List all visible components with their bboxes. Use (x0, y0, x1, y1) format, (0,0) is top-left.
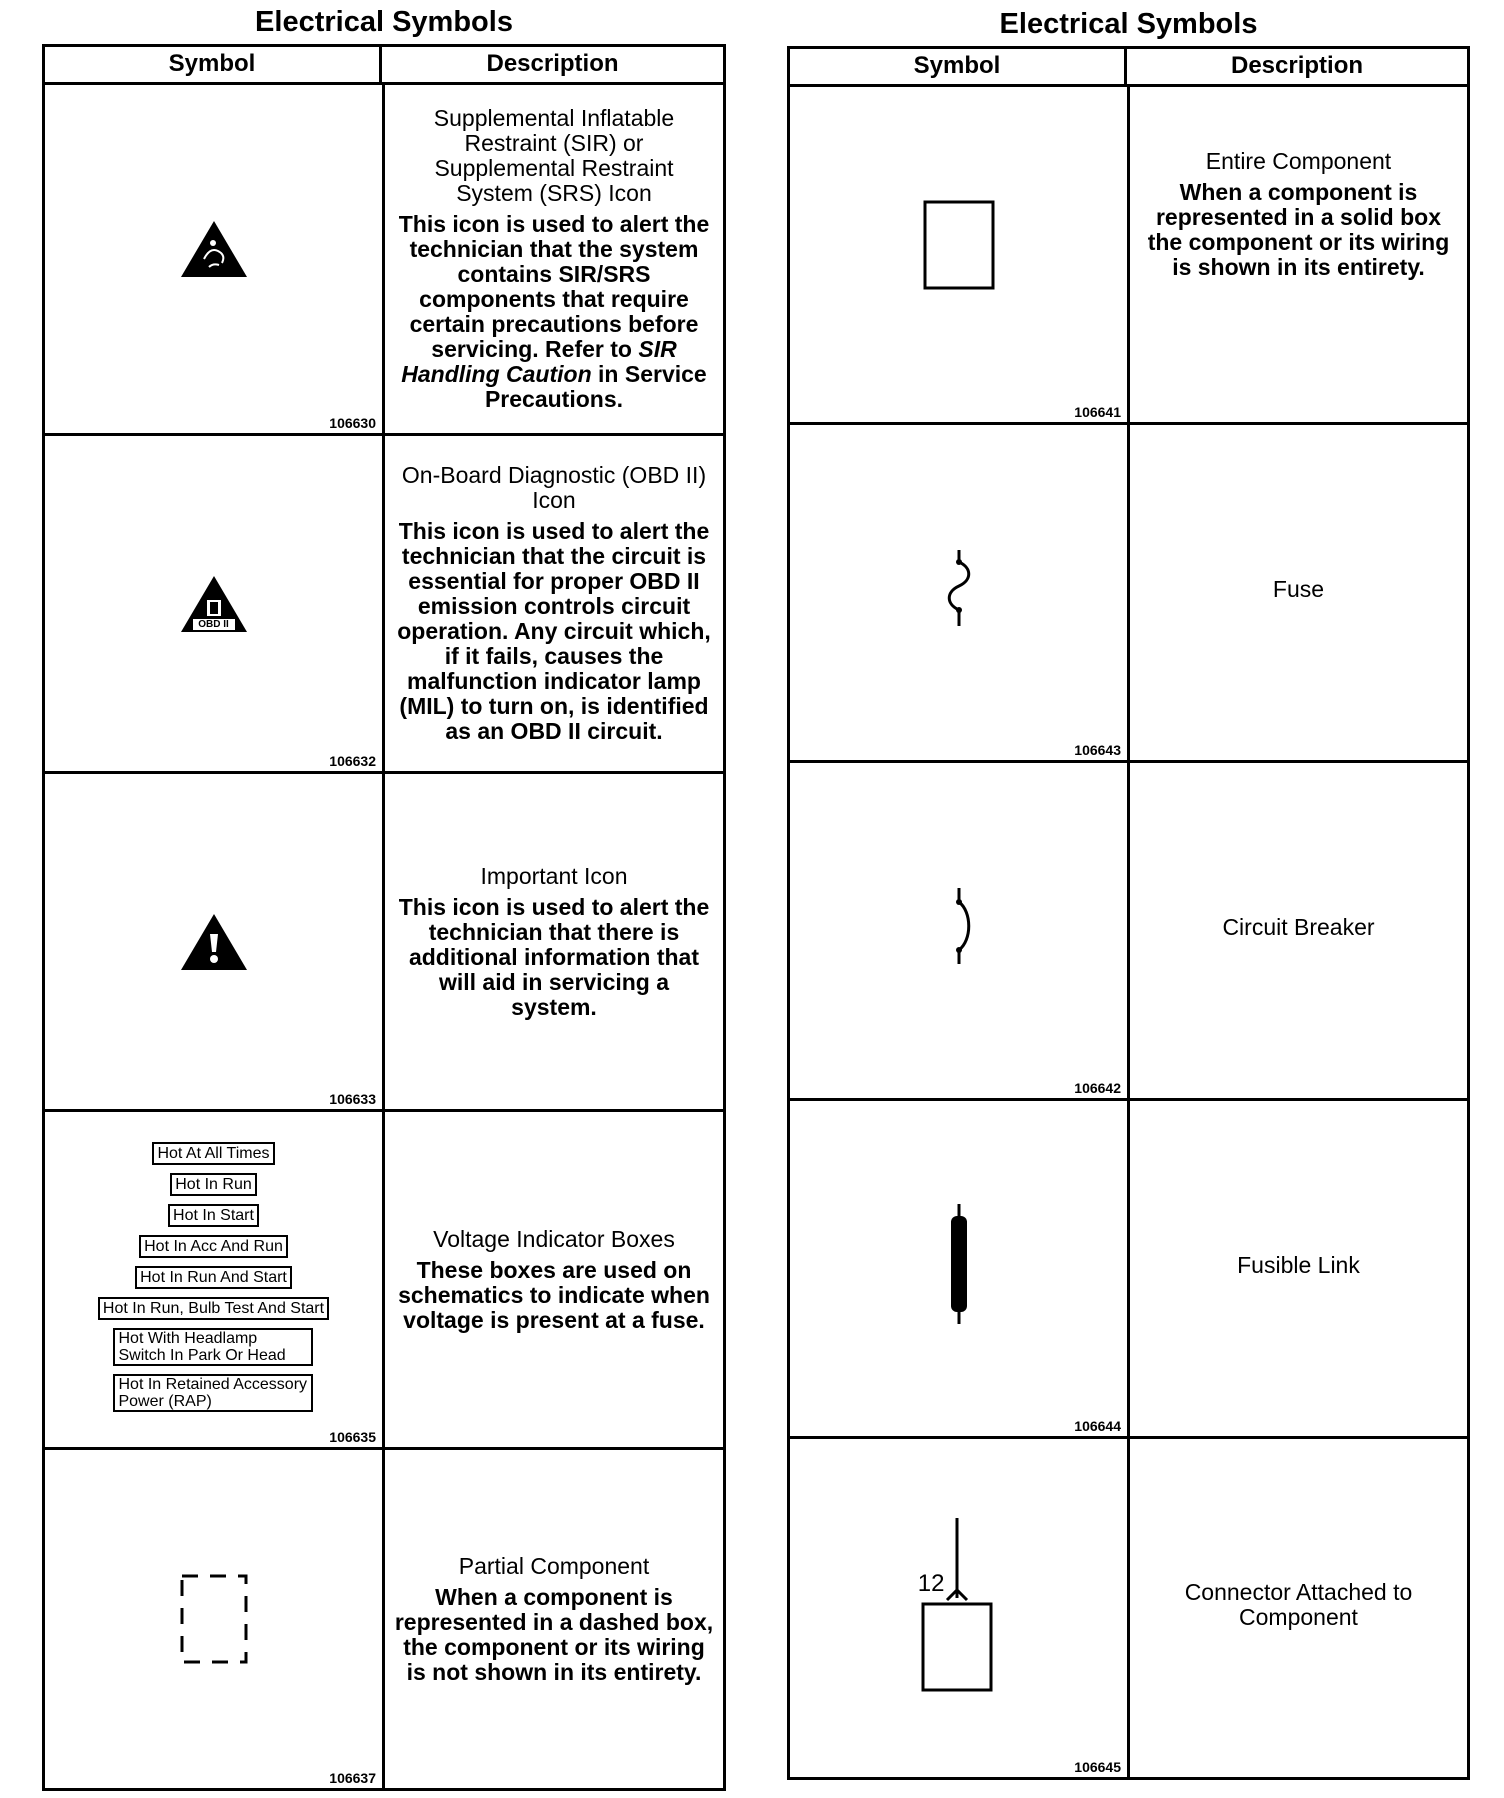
row-title: Entire Component (1205, 148, 1392, 174)
symbol-cell (45, 85, 385, 433)
left-table-grid (42, 44, 726, 1791)
description-cell (385, 436, 723, 771)
row-body: When a component is represented in a dashed box, the component or its wiring is not shown in its entirety. (394, 1583, 714, 1685)
row-title: Partial Component (458, 1552, 650, 1579)
symbol-cell (790, 425, 1130, 760)
voltage-box: Hot In Start (168, 1204, 259, 1227)
right-table-title: Electrical Symbols (999, 8, 1258, 40)
header-description: Description (486, 50, 619, 77)
fusible-link-icon (944, 1204, 974, 1324)
row-body: These boxes are used on schematics to indicate when voltage is present at a fuse. (398, 1256, 710, 1333)
table-row (45, 774, 723, 1112)
description-cell (385, 1450, 723, 1788)
figure-number: 106641 (1074, 404, 1121, 420)
voltage-box: Hot With Headlamp Switch In Park Or Head (113, 1328, 313, 1366)
symbol-cell (45, 1112, 385, 1447)
description-cell (1130, 1439, 1467, 1777)
voltage-indicator-boxes (98, 1138, 329, 1416)
table-row (790, 1439, 1467, 1777)
connector-pin-number: 12 (917, 1570, 945, 1597)
symbol-cell (790, 1439, 1130, 1777)
right-table-grid (787, 46, 1470, 1780)
table-row (790, 87, 1467, 425)
voltage-box: Hot In Acc And Run (139, 1235, 288, 1258)
row-body-text: This icon is used to alert the technician that the system contains SIR/SRS components that require certain precautions before servicing. Refer to (398, 211, 710, 362)
left-table-header (45, 47, 723, 85)
description-cell (1130, 7, 1467, 422)
row-body-emphasis: SIR Handling Caution (401, 336, 677, 387)
row-body-text-end: in Service Precautions. (484, 361, 707, 412)
obd-ii-icon-label: OBD II (198, 618, 229, 630)
table-row (45, 1450, 723, 1788)
description-cell (1130, 763, 1467, 1098)
description-cell (1130, 425, 1467, 760)
fuse-icon (944, 550, 974, 626)
symbol-cell (790, 763, 1130, 1098)
sir-srs-warning-icon (179, 219, 249, 279)
voltage-box: Hot In Run (170, 1173, 256, 1196)
symbol-cell (790, 1101, 1130, 1436)
row-title: Connector Attached to Component (1184, 1579, 1413, 1630)
solid-box-icon (922, 199, 996, 291)
symbol-cell (45, 436, 385, 771)
row-title: On-Board Diagnostic (OBD II) Icon (401, 462, 707, 513)
table-row (790, 763, 1467, 1101)
symbol-cell (45, 774, 385, 1109)
figure-number: 106642 (1074, 1080, 1121, 1096)
circuit-breaker-icon (944, 888, 974, 964)
row-body (393, 212, 715, 412)
header-symbol: Symbol (45, 47, 382, 82)
description-cell (385, 85, 723, 433)
table-row (790, 425, 1467, 763)
left-table-title: Electrical Symbols (255, 6, 513, 38)
table-row (790, 1101, 1467, 1439)
voltage-box: Hot At All Times (152, 1142, 274, 1165)
right-table (787, 2, 1470, 1780)
dashed-box-icon (177, 1571, 251, 1667)
row-title: Fusible Link (1237, 1252, 1360, 1278)
row-title: Voltage Indicator Boxes (433, 1225, 675, 1252)
row-title: Supplemental Inflatable Restraint (SIR) or Supplemental Restraint System (SRS) Icon (433, 105, 675, 206)
header-symbol: Symbol (790, 49, 1127, 84)
connector-icon (899, 1518, 1019, 1698)
obd-ii-icon (179, 574, 249, 634)
voltage-box: Hot In Run, Bulb Test And Start (98, 1297, 329, 1320)
description-cell (385, 774, 723, 1109)
row-body: This icon is used to alert the technician that there is additional information that will aid in servicing a system. (398, 893, 710, 1020)
symbol-cell (45, 1450, 385, 1788)
figure-number: 106643 (1074, 742, 1121, 758)
header-description: Description (1230, 52, 1364, 79)
figure-number: 106630 (329, 415, 376, 431)
table-row (45, 85, 723, 436)
left-table (42, 0, 726, 1791)
row-body: This icon is used to alert the technician that the circuit is essential for proper OBD II emission controls circuit operation. Any circuit which, if it fails, causes the malfunction indicator lamp (MIL) to turn on, is identified as an OBD II circuit. (397, 518, 711, 744)
figure-number: 106635 (329, 1429, 376, 1445)
voltage-box: Hot In Run And Start (135, 1266, 292, 1289)
symbol-cell (790, 87, 1130, 422)
figure-number: 106645 (1074, 1759, 1121, 1775)
figure-number: 106644 (1074, 1418, 1121, 1434)
figure-number: 106637 (329, 1770, 376, 1786)
table-row (45, 1112, 723, 1450)
row-body: When a component is represented in a solid box the component or its wiring is shown in its entirety. (1147, 179, 1450, 280)
row-title: Fuse (1272, 576, 1325, 602)
voltage-box: Hot In Retained Accessory Power (RAP) (113, 1374, 313, 1412)
important-icon (179, 912, 249, 972)
table-row (45, 436, 723, 774)
figure-number: 106633 (329, 1091, 376, 1107)
row-title: Circuit Breaker (1222, 914, 1375, 940)
figure-number: 106632 (329, 753, 376, 769)
row-title: Important Icon (480, 862, 628, 889)
description-cell (385, 1112, 723, 1447)
description-cell (1130, 1101, 1467, 1436)
